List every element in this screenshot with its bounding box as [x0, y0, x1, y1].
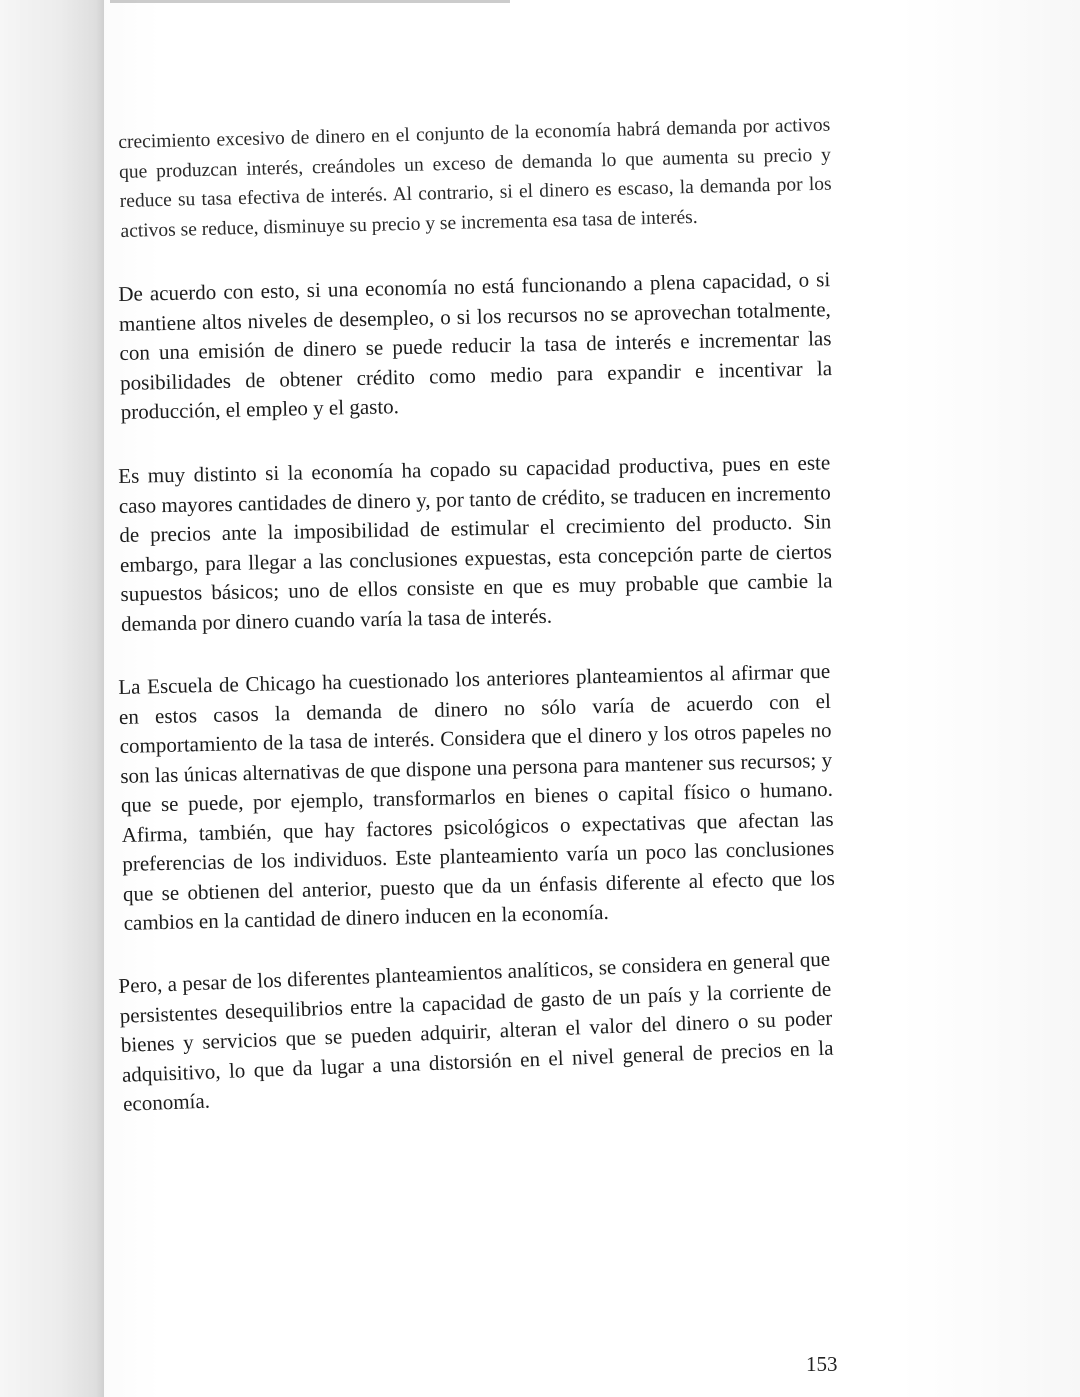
page-top-edge — [110, 0, 510, 3]
paragraph-5: Pero, a pesar de los diferentes planteamientos analíticos, se considera en general que persistentes desequilibrios entre la capacidad de gasto de un país y la corriente de bienes y servicios que se pueden adquirir, alteran el valor del dinero o su poder adquisitivo, lo que da lugar a una distorsión en el nivel general de precios en la economía. — [118, 946, 834, 1116]
paragraph-1: crecimiento excesivo de dinero en el conjunto de la economía habrá demanda por activos que produzcan interés, creándoles un exceso de demanda lo que aumenta su precio y reduce su tasa efectiva de interés. Al contrario, si el dinero es escaso, la demanda por los activos se reduce, disminuye su precio y se incrementa esa tasa de interés. — [118, 114, 832, 242]
body-text — [118, 114, 836, 1154]
paragraph-2: De acuerdo con esto, si una economía no está funcionando a plena capacidad, o si mantiene altos niveles de desempleo, o si los recursos no se aprovechan totalmente, con una emisión de dinero se puede reducir la tasa de interés e incrementar las posibilidades de obtener crédito como medio para expandir e incentivar la producción, el empleo y el gasto. — [118, 267, 833, 424]
page-number: 153 — [806, 1352, 838, 1376]
paragraph-3: Es muy distinto si la economía ha copado su capacidad productiva, pues en este caso mayores cantidades de dinero y, por tanto de crédito, se traducen en incremento de precios ante la imposibilidad de estimular el crecimiento del producto. Sin embargo, para llegar a las conclusiones expuestas, esta concepción parte de ciertos supuestos básicos; uno de ellos consiste en que es muy probable que cambie la demanda por dinero cuando varía la tasa de interés. — [118, 449, 833, 635]
paragraph-4: La Escuela de Chicago ha cuestionado los anteriores planteamientos al afirmar que en estos casos la demanda de dinero no sólo varía de acuerdo con el comportamiento de la tasa de interés. Considera que el dinero y los otros papeles no son las únicas alternativas de que dispone una persona para mantener sus recursos; y que se puede, por ejemplo, transformarlos en bienes o capital físico o humano. Afirma, también, que hay factores psicológicos o expectativas que afectan las preferencias de los individuos. Este planteamiento varía un poco las conclusiones que se obtienen del anterior, puesto que da un énfasis diferente al efecto que los cambios en la cantidad de dinero inducen en la economía. — [118, 658, 836, 935]
book-spine-shadow — [0, 0, 104, 1397]
